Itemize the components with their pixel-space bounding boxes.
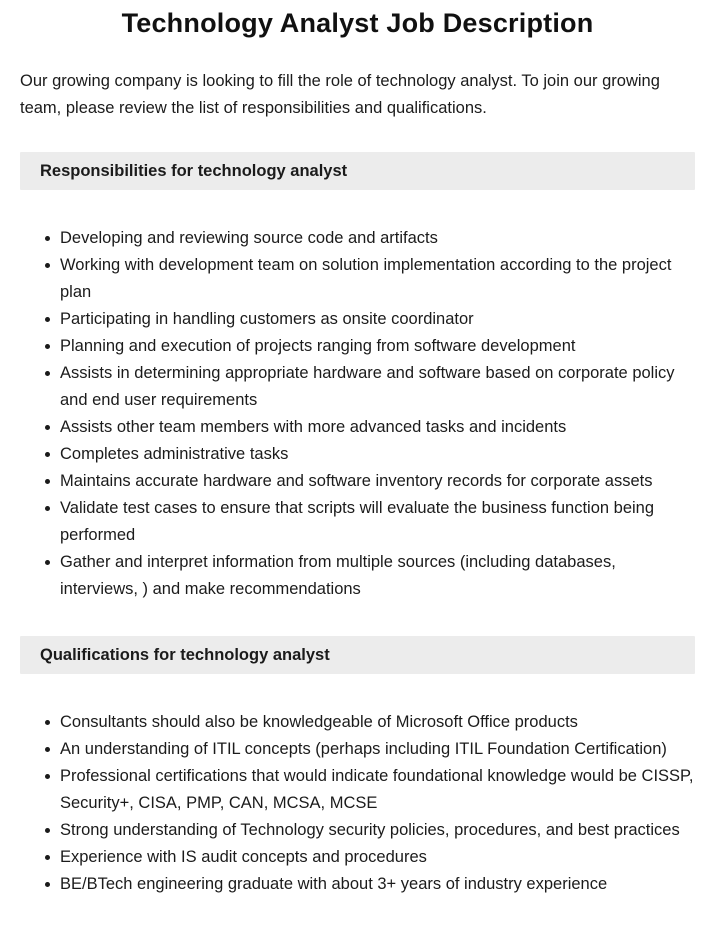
qualifications-list <box>20 674 695 898</box>
list-item: Assists other team members with more advanced tasks and incidents <box>60 414 695 441</box>
list-item: Validate test cases to ensure that scripts will evaluate the business function being performed <box>60 495 695 549</box>
page-title: Technology Analyst Job Description <box>121 8 594 38</box>
list-item: Consultants should also be knowledgeable of Microsoft Office products <box>60 709 695 736</box>
list-item: Professional certifications that would indicate foundational knowledge would be CISSP, Security+, CISA, PMP, CAN, MCSA, MCSE <box>60 763 695 817</box>
qualifications-section-heading: Qualifications for technology analyst <box>20 636 695 674</box>
list-item: Experience with IS audit concepts and procedures <box>60 844 695 871</box>
intro-paragraph: Our growing company is looking to fill the role of technology analyst. To join our growing team, please review the list of responsibilities and qualifications. <box>20 72 660 117</box>
list-item: Assists in determining appropriate hardware and software based on corporate policy and end user requirements <box>60 360 695 414</box>
list-item: Participating in handling customers as onsite coordinator <box>60 306 695 333</box>
list-item: Maintains accurate hardware and software inventory records for corporate assets <box>60 468 695 495</box>
list-item: An understanding of ITIL concepts (perhaps including ITIL Foundation Certification) <box>60 736 695 763</box>
list-item: Developing and reviewing source code and artifacts <box>60 225 695 252</box>
list-item: Strong understanding of Technology security policies, procedures, and best practices <box>60 817 695 844</box>
list-item: BE/BTech engineering graduate with about 3+ years of industry experience <box>60 871 695 898</box>
list-item: Gather and interpret information from multiple sources (including databases, interviews, ) and make recommendations <box>60 549 695 603</box>
responsibilities-section-heading: Responsibilities for technology analyst <box>20 152 695 190</box>
list-item: Planning and execution of projects ranging from software development <box>60 333 695 360</box>
list-item: Working with development team on solution implementation according to the project plan <box>60 252 695 306</box>
responsibilities-list <box>20 190 695 603</box>
list-item: Completes administrative tasks <box>60 441 695 468</box>
